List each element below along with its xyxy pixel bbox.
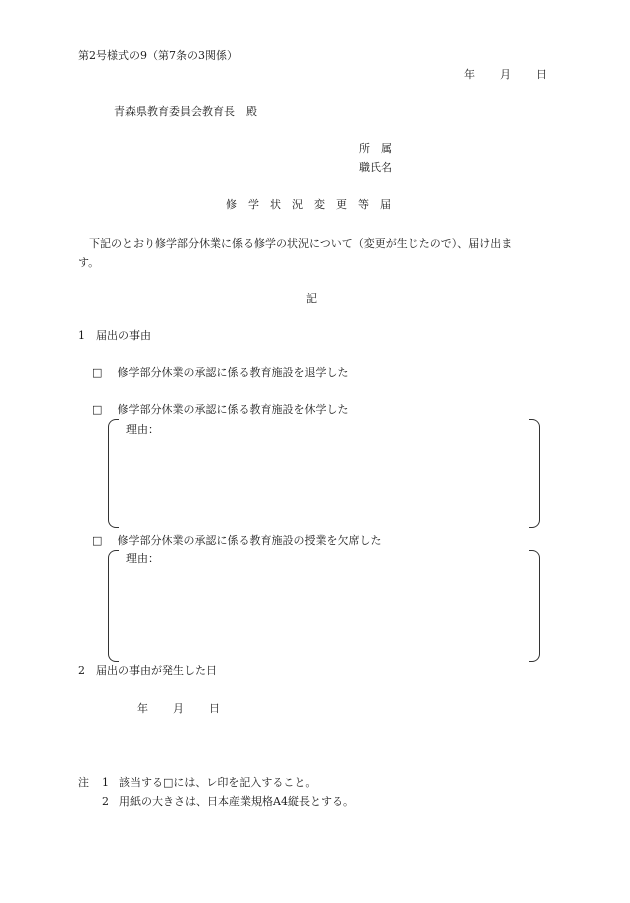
notes-prefix: 注: [78, 776, 89, 789]
reason-label-2: 理由：: [126, 552, 159, 565]
checkbox-leave[interactable]: □: [92, 403, 103, 416]
reason-box-2-left-bracket: [108, 550, 119, 662]
document-title: 修 学 状 況 変 更 等 届: [226, 198, 391, 211]
header-date-day: 日: [536, 68, 547, 81]
header-date-month: 月: [500, 68, 511, 81]
note-2-text: 用紙の大きさは、日本産業規格A4縦長とする。: [119, 795, 354, 808]
occurrence-date-month: 月: [173, 702, 184, 715]
body-line-1: 下記のとおり修学部分休業に係る修学の状況について（変更が生じたので）、届け出ま: [78, 237, 513, 250]
reason-box-1-right-bracket: [529, 419, 540, 528]
option-withdrew-label: 修学部分休業の承認に係る教育施設を退学した: [117, 366, 349, 379]
option-leave-label: 修学部分休業の承認に係る教育施設を休学した: [117, 403, 349, 416]
affiliation-label: 所 属: [359, 142, 392, 155]
checkbox-absent[interactable]: □: [92, 534, 103, 547]
note-1-number: 1: [102, 776, 109, 789]
ki-heading: 記: [306, 292, 317, 305]
occurrence-date-day: 日: [209, 702, 220, 715]
reason-box-2-right-bracket: [529, 550, 540, 662]
option-absent[interactable]: [92, 534, 382, 548]
addressee: 青森県教育委員会教育長 殿: [114, 105, 257, 118]
form-number: 第2号様式の9（第7条の3関係）: [78, 49, 238, 62]
section2-title: 2 届出の事由が発生した日: [78, 664, 217, 677]
section1-title: 1 届出の事由: [78, 329, 151, 342]
body-line-2: す。: [78, 256, 100, 269]
option-withdrew[interactable]: [92, 366, 349, 380]
checkbox-withdrew[interactable]: □: [92, 366, 103, 379]
note-2-number: 2: [102, 795, 109, 808]
reason-box-1-left-bracket: [108, 419, 119, 528]
option-leave[interactable]: [92, 403, 349, 417]
occurrence-date-year: 年: [137, 702, 148, 715]
note-1-text: 該当する□には、レ印を記入すること。: [119, 776, 317, 789]
option-absent-label: 修学部分休業の承認に係る教育施設の授業を欠席した: [117, 534, 382, 547]
header-date-year: 年: [464, 68, 475, 81]
name-label: 職氏名: [359, 161, 392, 174]
reason-label-1: 理由：: [126, 423, 159, 436]
